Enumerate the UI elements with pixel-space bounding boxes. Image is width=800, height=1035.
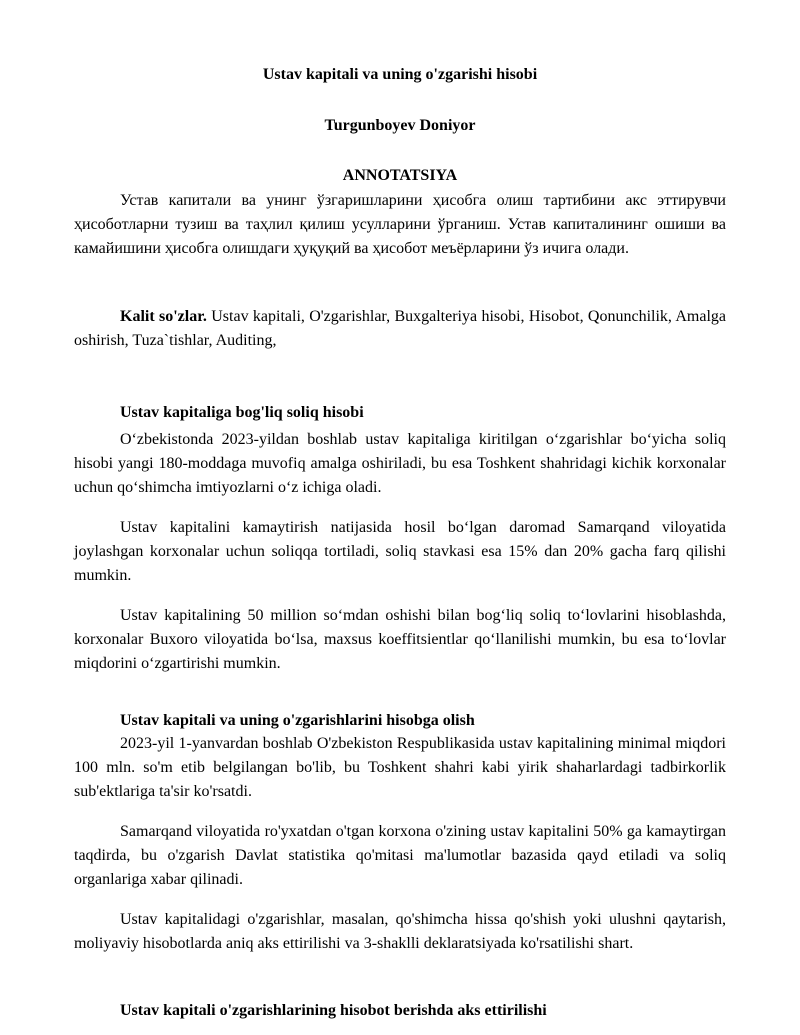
section-paragraph: 2023-yil 1-yanvardan boshlab O'zbekiston Respublikasida ustav kapitalining minimal miqdori 100 mln. so'm etib belgilangan bo'lib, bu Toshkent shahri kabi yirik shaharlardagi tadbirkorlik sub'ektlariga ta'sir ko'rsatdi.: [74, 735, 726, 800]
section-paragraph: Ustav kapitalini kamaytirish natijasida hosil boʻlgan daromad Samarqand viloyatida joylashgan korxonalar uchun soliqqa tortiladi, soliq stavkasi esa 15% dan 20% gacha farq qilishi mumkin.: [74, 519, 726, 584]
keywords-paragraph: [74, 305, 726, 353]
section-heading: Ustav kapitali va uning o'zgarishlarini hisobga olish: [120, 712, 475, 729]
section-paragraph: Oʻzbekistonda 2023-yildan boshlab ustav kapitaliga kiritilgan oʻzgarishlar boʻyicha soliq hisobi yangi 180-moddaga muvofiq amalga oshiriladi, bu esa Toshkent shahridagi kichik korxonalar uchun qoʻshimcha imtiyozlarni oʻz ichiga oladi.: [74, 431, 726, 496]
document-title: Ustav kapitali va uning o'zgarishi hisobi: [262, 66, 538, 83]
annotation-text: Устав капитали ва унинг ўзгаришларини ҳисобга олиш тартибини акс эттирувчи ҳисоботларни тузиш ва таҳлил қилиш усулларини ўрганиш. Устав капиталининг ошиши ва камайишини ҳисобга олишдаги ҳуқуқий ва ҳисобот меъёрларини ўз ичига олади.: [74, 192, 726, 257]
author-name: Turgunboyev Doniyor: [324, 117, 476, 134]
section-heading: Ustav kapitaliga bog'liq soliq hisobi: [120, 404, 364, 421]
section-heading: Ustav kapitali o'zgarishlarining hisobot berishda aks ettirilishi: [120, 1002, 547, 1019]
section-paragraph: Ustav kapitalidagi o'zgarishlar, masalan, qo'shimcha hissa qo'shish yoki ulushni qaytarish, moliyaviy hisobotlarda aniq aks ettirilishi va 3-shaklli deklaratsiyada ko'rsatilishi shart.: [74, 911, 726, 952]
keywords-text: Ustav kapitali, O'zgarishlar, Buxgalteriya hisobi, Hisobot, Qonunchilik, Amalga oshirish, Tuza`tishlar, Auditing,: [74, 308, 727, 349]
annotation-heading: ANNOTATSIYA: [342, 167, 458, 184]
section-paragraph: Samarqand viloyatida ro'yxatdan o'tgan korxona o'zining ustav kapitalini 50% ga kamaytirgan taqdirda, bu o'zgarish Davlat statistika qo'mitasi ma'lumotlar bazasida qayd etiladi va soliq organlariga xabar qilinadi.: [74, 823, 726, 888]
section-paragraph: Ustav kapitalining 50 million soʻmdan oshishi bilan bogʻliq soliq toʻlovlarini hisoblashda, korxonalar Buxoro viloyatida boʻlsa, maxsus koeffitsientlar qoʻllanilishi mumkin, bu esa toʻlovlar miqdorini oʻzgartirishi mumkin.: [74, 607, 726, 672]
keywords-label: Kalit so'zlar.: [120, 308, 207, 325]
